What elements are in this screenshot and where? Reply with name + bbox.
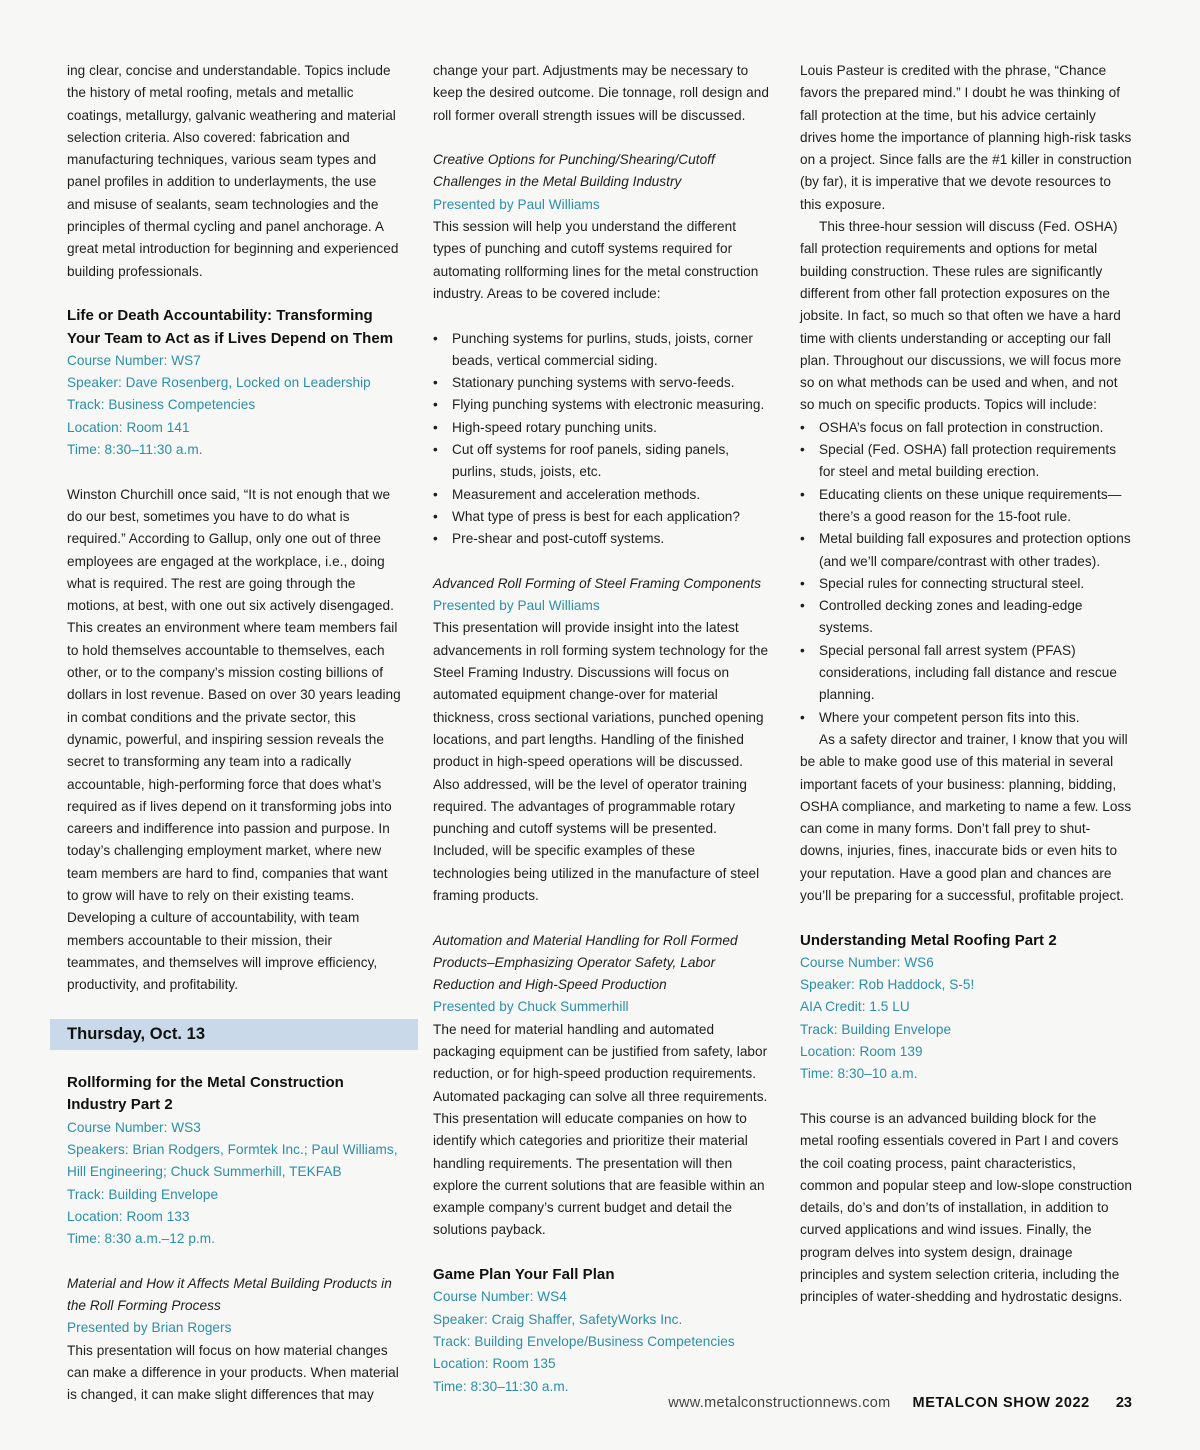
- trainer-paragraph: As a safety director and trainer, I know that you will be able to make good use of this material in several important facets of your business: planning, bidding, OSHA compliance, and marketing to name a few. Loss can come in many forms. Don’t fall prey to shut-downs, injuries, fines, inaccurate bids or even hits to your reputation. Have a good plan and chances are you’ll be preparing for a successful, profitable project.: [800, 731, 1132, 903]
- presenter-automation: Presented by Chuck Summerhill: [433, 999, 629, 1015]
- list-item: • What type of press is best for each application?: [433, 506, 771, 528]
- punching-topics-list: [433, 328, 771, 551]
- page-number: 23: [1115, 1395, 1132, 1411]
- aia-credit-ws6: AIA Credit: 1.5 LU: [800, 999, 910, 1015]
- list-item: • Educating clients on these unique requirements—there’s a good reason for the 15-foot rule.: [800, 484, 1132, 529]
- track-ws7: Track: Business Competencies: [67, 397, 256, 413]
- session-title-ws3: Rollforming for the Metal Construction Industry Part 2: [67, 1074, 344, 1114]
- day-heading: Thursday, Oct. 13: [50, 1019, 418, 1050]
- list-item: • Special rules for connecting structural steel.: [800, 573, 1132, 595]
- fall-topics-list: [800, 417, 1132, 729]
- subsession-title-punching: Creative Options for Punching/Shearing/Cutoff Challenges in the Metal Building Industry: [433, 152, 715, 190]
- footer-publication: METALCON SHOW 2022: [912, 1395, 1090, 1411]
- location-ws4: Location: Room 135: [433, 1356, 556, 1372]
- list-item: • Flying punching systems with electronic measuring.: [433, 394, 771, 416]
- column-left: [67, 60, 401, 1407]
- description-punching: This session will help you understand the different types of punching and cutoff systems required for automating rollforming lines for the metal construction industry. Areas to be covered include:: [433, 219, 759, 301]
- presenter-material: Presented by Brian Rogers: [67, 1320, 232, 1336]
- time-ws4: Time: 8:30–11:30 a.m.: [433, 1378, 569, 1394]
- presenter-punching: Presented by Paul Williams: [433, 196, 600, 212]
- location-ws3: Location: Room 133: [67, 1208, 190, 1224]
- track-ws3: Track: Building Envelope: [67, 1186, 219, 1202]
- list-item: • High-speed rotary punching units.: [433, 417, 771, 439]
- track-ws6: Track: Building Envelope: [800, 1021, 952, 1037]
- course-number-ws3: Course Number: WS3: [67, 1119, 201, 1135]
- list-item: • Measurement and acceleration methods.: [433, 484, 771, 506]
- time-ws3: Time: 8:30 a.m.–12 p.m.: [67, 1231, 215, 1247]
- column-right: [800, 60, 1132, 1309]
- list-item: • Special personal fall arrest system (PFAS) considerations, including fall distance and rescue planning.: [800, 640, 1132, 707]
- course-number-ws4: Course Number: WS4: [433, 1289, 567, 1305]
- description-steel: This presentation will provide insight into the latest advancements in roll forming system technology for the Steel Framing Industry. Discussions will focus on automated equipment change-over for material thickness, cross sectional variations, punched opening locations, and part lengths. Handling of the finished product in high-speed operations will be discussed. Also addressed, will be the level of operator training required. The advantages of programmable rotary punching and cutoff systems will be presented. Included, will be specific examples of these technologies being utilized in the manufacture of steel framing products.: [433, 620, 769, 903]
- speaker-ws7: Speaker: Dave Rosenberg, Locked on Leadership: [67, 375, 371, 391]
- footer-url[interactable]: www.metalconstructionnews.com: [668, 1395, 891, 1411]
- time-ws7: Time: 8:30–11:30 a.m.: [67, 442, 203, 458]
- presenter-steel: Presented by Paul Williams: [433, 598, 600, 614]
- time-ws6: Time: 8:30–10 a.m.: [800, 1066, 918, 1082]
- list-item: • Special (Fed. OSHA) fall protection requirements for steel and metal building erection.: [800, 439, 1132, 484]
- description-automation: The need for material handling and automated packaging equipment can be justified from safety, labor reduction, or for high-speed production requirements. Automated packaging can solve all three requirements. This presentation will educate companies on how to identify which categories and prioritize their material handling requirements. The presentation will then explore the current solutions that are feasible within an example company’s current budget and detail the solutions payback.: [433, 1021, 768, 1238]
- list-item: • Stationary punching systems with servo-feeds.: [433, 372, 771, 394]
- speakers-ws3: Speakers: Brian Rodgers, Formtek Inc.; Paul Williams, Hill Engineering; Chuck Summerhill, TEKFAB: [67, 1141, 398, 1180]
- list-item: • Punching systems for purlins, studs, joists, corner beads, vertical commercial siding.: [433, 328, 771, 373]
- intro-paragraph: ing clear, concise and understandable. Topics include the history of metal roofing, metals and metallic coatings, metallurgy, galvanic weathering and material selection criteria. Also covered: fabrication and manufacturing techniques, various seam types and panel profiles in addition to underlayments, the use and misuse of sealants, seam technologies and the principles of thermal cycling and panel anchorage. A great metal introduction for beginning and experienced building professionals.: [67, 63, 399, 279]
- continued-paragraph: change your part. Adjustments may be necessary to keep the desired outcome. Die tonnage, roll design and roll former overall strength issues will be discussed.: [433, 63, 769, 123]
- speaker-ws4: Speaker: Craig Shaffer, SafetyWorks Inc.: [433, 1311, 683, 1327]
- session-title-ws4: Game Plan Your Fall Plan: [433, 1266, 615, 1284]
- course-number-ws7: Course Number: WS7: [67, 352, 201, 368]
- list-item: • Controlled decking zones and leading-edge systems.: [800, 595, 1132, 640]
- column-middle: [433, 60, 771, 1398]
- speaker-ws6: Speaker: Rob Haddock, S-5!: [800, 977, 975, 993]
- location-ws6: Location: Room 139: [800, 1044, 923, 1060]
- subsession-title-steel: Advanced Roll Forming of Steel Framing Components: [433, 575, 762, 591]
- description-ws6: This course is an advanced building block for the metal roofing essentials covered in Part I and covers the coil coating process, paint characteristics, common and popular steep and low-slope construction details, do’s and don’ts of installation, in addition to curved applications and wind issues. Finally, the program delves into system design, drainage principles and system selection criteria, including the principles of water-shedding and hydrostatic designs.: [800, 1110, 1133, 1305]
- list-item: • Cut off systems for roof panels, siding panels, purlins, studs, joists, etc.: [433, 439, 771, 484]
- description-material: This presentation will focus on how material changes can make a difference in your products. When material is changed, it can make slight differences that may: [67, 1342, 399, 1403]
- session-overview-paragraph: This three-hour session will discuss (Fed. OSHA) fall protection requirements and options for metal building construction. These rules are significantly different from other fall protection exposures on the jobsite. In fact, so much so that often we have a hard time with clients understanding or accepting our fall plan. Throughout our discussions, we will focus more so on what methods can be used and when, and not so much on specific products. Topics will include:: [800, 219, 1122, 413]
- pasteur-paragraph: Louis Pasteur is credited with the phrase, “Chance favors the prepared mind.” I doubt he was thinking of fall protection at the time, but his advice certainly drives home the importance of planning high-risk tasks on a project. Since falls are the #1 killer in construction (by far), it is imperative that we devote resources to this exposure.: [800, 63, 1132, 212]
- list-item: • Where your competent person fits into this.: [800, 707, 1132, 729]
- session-title-ws6: Understanding Metal Roofing Part 2: [800, 931, 1057, 949]
- track-ws4: Track: Building Envelope/Business Competencies: [433, 1333, 735, 1349]
- list-item: • OSHA’s focus on fall protection in construction.: [800, 417, 1132, 439]
- list-item: • Pre-shear and post-cutoff systems.: [433, 528, 771, 550]
- description-ws7: Winston Churchill once said, “It is not enough that we do our best, sometimes you have to do what is required.” According to Gallup, only one out of three employees are engaged at the workplace, i.e., doing what is required. The rest are going through the motions, at best, with one out six actively disengaged. This creates an environment where team members fail to hold themselves accountable to themselves, each other, or to the company’s mission costing billions of dollars in lost revenue. Based on over 30 years leading in combat conditions and the private sector, this dynamic, powerful, and inspiring session reveals the secret to transforming any team into a radically accountable, high-performing force that does what’s required as if lives depend on it transforming jobs into careers and indifference into passion and purpose. In today’s challenging employment market, where new team members are hard to find, companies that want to grow will have to rely on their existing teams. Developing a culture of accountability, with team members accountable to their mission, their teammates, and themselves will improve efficiency, productivity, and profitability.: [67, 486, 401, 993]
- session-title-ws7: Life or Death Accountability: Transforming Your Team to Act as if Lives Depend on Them: [67, 307, 394, 347]
- location-ws7: Location: Room 141: [67, 419, 190, 435]
- course-number-ws6: Course Number: WS6: [800, 954, 934, 970]
- page-footer: [0, 1395, 1132, 1411]
- subsession-title-material: Material and How it Affects Metal Building Products in the Roll Forming Process: [67, 1275, 392, 1314]
- list-item: • Metal building fall exposures and protection options (and we’ll compare/contrast with other trades).: [800, 528, 1132, 573]
- subsession-title-automation: Automation and Material Handling for Roll Formed Products–Emphasizing Operator Safety, Labor Reduction and High-Speed Production: [433, 932, 738, 993]
